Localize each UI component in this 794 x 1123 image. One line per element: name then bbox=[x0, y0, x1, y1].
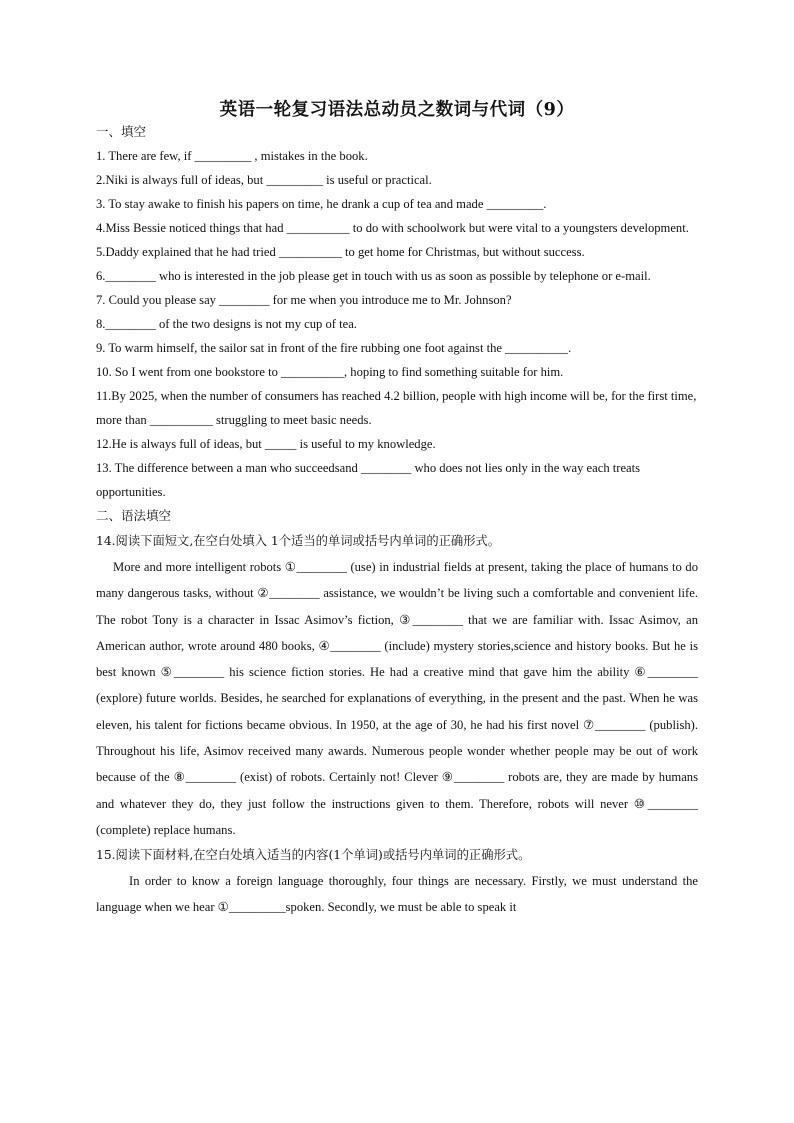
question-10: 10. So I went from one bookstore to __________, hoping to find something suitable for him. bbox=[96, 365, 564, 379]
question-8: 8.________ of the two designs is not my cup of tea. bbox=[96, 317, 357, 331]
question-6: 6.________ who is interested in the job please get in touch with us as soon as possible by telephone or e-mail. bbox=[96, 269, 651, 283]
question-3: 3. To stay awake to finish his papers on time, he drank a cup of tea and made _________. bbox=[96, 197, 547, 211]
question-15-instruction: 15.阅读下面材料,在空白处填入适当的内容(1个单词)或括号内单词的正确形式。 bbox=[96, 848, 531, 863]
question-5: 5.Daddy explained that he had tried __________ to get home for Christmas, but without success. bbox=[96, 245, 585, 259]
question-9: 9. To warm himself, the sailor sat in front of the fire rubbing one foot against the __________. bbox=[96, 341, 572, 355]
question-12: 12.He is always full of ideas, but _____ is useful to my knowledge. bbox=[96, 437, 436, 451]
question-14-passage: More and more intelligent robots ①________ (use) in industrial fields at present, taking the place of humans to do many dangerous tasks, without ②________ assistance, we wouldn’t be living such a comfortable and convenient life. The robot Tony is a character in Issac Asimov’s fiction, ③________ that we are familiar with. Issac Asimov, an American author, wrote around 480 books, ④________ (include) mystery stories,science and history books. But he is best known ⑤________ his science fiction stories. He had a creative mind that gave him the ability ⑥________ (explore) future worlds. Besides, he searched for explanations of everything, in the present and the past. When he was eleven, his talent for fictions became obvious. In 1950, at the age of 30, he had his first novel ⑦________ (publish). Throughout his life, Asimov received many awards. Numerous people wonder whether people may be out of work because of the ⑧________ (exist) of robots. Certainly not! Clever ⑨________ robots are, they are made by humans and whatever they do, they just follow the instructions given to them. Therefore, robots will never ⑩________ (complete) replace humans. bbox=[96, 560, 698, 837]
section-heading-fill-blank: 一、填空 bbox=[96, 124, 147, 139]
question-1: 1. There are few, if _________ , mistakes in the book. bbox=[96, 149, 368, 163]
question-list bbox=[96, 144, 698, 504]
document-body bbox=[96, 120, 698, 920]
section-heading-grammar-fill: 二、语法填空 bbox=[96, 508, 172, 523]
question-13: 13. The difference between a man who succeedsand ________ who does not lies only in the way each treats opportunities. bbox=[96, 461, 641, 499]
question-15-passage: In order to know a foreign language thoroughly, four things are necessary. Firstly, we must understand the language when we hear ①_________spoken. Secondly, we must be able to speak it bbox=[96, 874, 698, 915]
question-14-instruction: 14.阅读下面短文,在空白处填入 1个适当的单词或括号内单词的正确形式。 bbox=[96, 534, 501, 548]
question-11: 11.By 2025, when the number of consumers has reached 4.2 billion, people with high income will be, for the first time, more than __________ struggling to meet basic needs. bbox=[96, 389, 697, 427]
question-2: 2.Niki is always full of ideas, but _________ is useful or practical. bbox=[96, 173, 432, 187]
question-4: 4.Miss Bessie noticed things that had __________ to do with schoolwork but were vital to a youngsters development. bbox=[96, 221, 689, 235]
question-7: 7. Could you please say ________ for me when you introduce me to Mr. Johnson? bbox=[96, 293, 512, 307]
document-title: 英语一轮复习语法总动员之数词与代词（9） bbox=[219, 100, 575, 120]
